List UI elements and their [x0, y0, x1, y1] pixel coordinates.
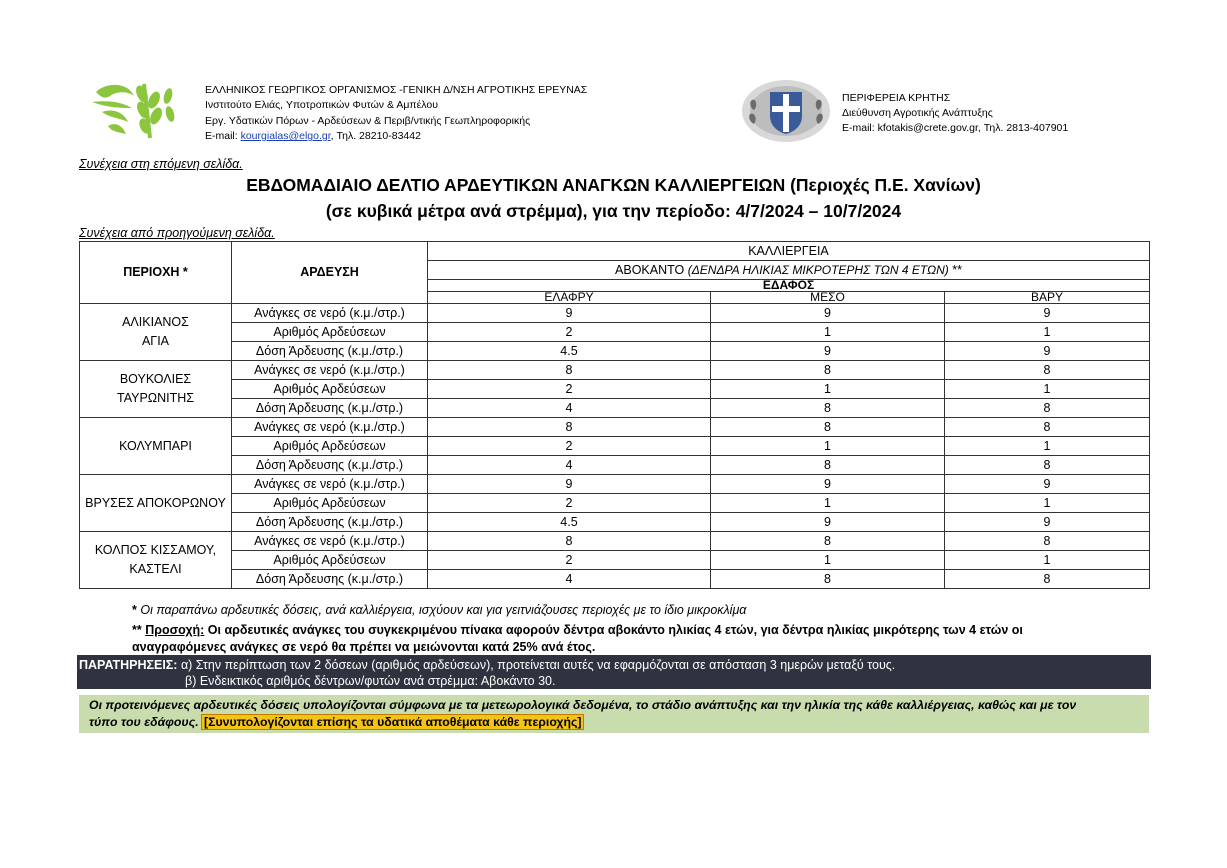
footnote-stars: **	[132, 623, 146, 637]
irrigation-metric-label: Αριθμός Αρδεύσεων	[232, 551, 428, 570]
water-reserves-highlight: [Συνυπολογίζονται επίσης τα υδατικά αποθέματα κάθε περιοχής]	[204, 715, 582, 729]
value-cell-medium-soil: 9	[711, 342, 945, 361]
irrigation-metric-label: Ανάγκες σε νερό (κ.μ./στρ.)	[232, 418, 428, 437]
soil-light-header: ΕΛΑΦΡΥ	[428, 292, 711, 304]
value-cell-light-soil: 4	[428, 456, 711, 475]
irrigation-column-header: ΑΡΔΕΥΣΗ	[232, 242, 428, 304]
page-subtitle: (σε κυβικά μέτρα ανά στρέμμα), για την περίοδο: 4/7/2024 – 10/7/2024	[325, 201, 902, 221]
remarks-line-1	[79, 658, 895, 672]
region-column-header: ΠΕΡΙΟΧΗ *	[80, 242, 232, 304]
table-row	[80, 513, 1150, 532]
region-contact: E-mail: kfotakis@crete.gov.gr, Τηλ. 2813-407901	[842, 122, 1069, 135]
soil-medium-header: ΜΕΣΟ	[711, 292, 945, 304]
region-cell	[80, 304, 232, 361]
value-cell-medium-soil: 8	[711, 570, 945, 589]
value-cell-light-soil: 4.5	[428, 513, 711, 532]
table-row	[80, 323, 1150, 342]
value-cell-heavy-soil: 1	[945, 380, 1150, 399]
value-cell-heavy-soil: 8	[945, 399, 1150, 418]
irrigation-metric-label: Ανάγκες σε νερό (κ.μ./στρ.)	[232, 304, 428, 323]
value-cell-heavy-soil: 1	[945, 494, 1150, 513]
footnote-star: *	[132, 603, 137, 617]
region-cell	[80, 475, 232, 532]
value-cell-medium-soil: 9	[711, 304, 945, 323]
remarks-box	[77, 655, 1151, 689]
value-cell-light-soil: 2	[428, 323, 711, 342]
irrigation-table	[79, 241, 1150, 589]
soil-header: ΕΔΑΦΟΣ	[428, 280, 1150, 292]
footnote-microclimate	[132, 603, 746, 617]
value-cell-light-soil: 9	[428, 304, 711, 323]
value-cell-medium-soil: 8	[711, 532, 945, 551]
region-name-line1: ΒΡΥΣΕΣ ΑΠΟΚΟΡΩΝΟΥ	[85, 495, 226, 510]
value-cell-medium-soil: 1	[711, 551, 945, 570]
irrigation-metric-label: Δόση Άρδευσης (κ.μ./στρ.)	[232, 399, 428, 418]
directorate-name: Διεύθυνση Αγροτικής Ανάπτυξης	[842, 107, 993, 120]
page-title: ΕΒΔΟΜΑΔΙΑΙΟ ΔΕΛΤΙΟ ΑΡΔΕΥΤΙΚΩΝ ΑΝΑΓΚΩΝ ΚΑΛΛΙΕΡΓΕΙΩΝ (Περιοχές Π.Ε. Χανίων)	[246, 175, 981, 195]
region-name-line1: ΒΟΥΚΟΛΙΕΣ	[119, 372, 192, 386]
institute-name: Ινστιτούτο Ελιάς, Υποτροπικών Φυτών & Αμπέλου	[205, 99, 438, 112]
org-name: ΕΛΛΗΝΙΚΟΣ ΓΕΩΡΓΙΚΟΣ ΟΡΓΑΝΙΣΜΟΣ -ΓΕΝΙΚΗ Δ/ΝΣΗ ΑΓΡΟΤΙΚΗΣ ΕΡΕΥΝΑΣ	[205, 84, 588, 96]
region-name-line1: ΚΟΛΠΟΣ ΚΙΣΣΑΜΟΥ,	[94, 543, 217, 557]
value-cell-light-soil: 4	[428, 570, 711, 589]
crop-header-label: ΚΑΛΛΙΕΡΓΕΙΑ	[748, 243, 829, 258]
methodology-text: τύπο του εδάφους.	[89, 715, 203, 729]
value-cell-light-soil: 2	[428, 494, 711, 513]
value-cell-heavy-soil: 8	[945, 532, 1150, 551]
methodology-line-1: Οι προτεινόμενες αρδευτικές δόσεις υπολογίζονται σύμφωνα με τα μετεωρολογικά δεδομένα, το στάδιο ανάπτυξης και την ηλικία της κάθε καλλιέργειας, καθώς και με τον	[89, 698, 1077, 712]
remarks-b: β) Ενδεικτικός αριθμός δέντρων/φυτών ανά στρέμμα: Αβοκάντο 30.	[185, 674, 556, 688]
table-row	[80, 551, 1150, 570]
value-cell-medium-soil: 1	[711, 437, 945, 456]
irrigation-metric-label: Δόση Άρδευσης (κ.μ./στρ.)	[232, 570, 428, 589]
email-link[interactable]: kourgialas@elgo.gr	[240, 130, 331, 143]
crop-column-header	[428, 242, 1150, 261]
irrigation-metric-label: Αριθμός Αρδεύσεων	[232, 437, 428, 456]
lab-name: Εργ. Υδατικών Πόρων - Αρδεύσεων & Περιβ/ντικής Γεωπληροφορικής	[205, 114, 531, 127]
value-cell-heavy-soil: 9	[945, 513, 1150, 532]
region-name-line1: ΚΟΛΥΜΠΑΡΙ	[119, 438, 192, 453]
table-row	[80, 380, 1150, 399]
remarks-a: α) Στην περίπτωση των 2 δόσεων (αριθμός αρδεύσεων), προτείνεται αυτές να εφαρμόζονται σε απόσταση 3 ημερών μεταξύ τους.	[177, 658, 896, 672]
footnote-attention	[132, 622, 1092, 656]
region-name-line2: ΑΓΙΑ	[141, 334, 170, 348]
crop-stars: **	[948, 262, 962, 277]
table-row	[80, 399, 1150, 418]
attention-label: Προσοχή:	[145, 623, 205, 637]
region-cell	[80, 361, 232, 418]
phone-text: , Τηλ. 28210-83442	[330, 130, 421, 143]
region-name-line2: ΤΑΥΡΩΝΙΤΗΣ	[116, 391, 195, 405]
value-cell-medium-soil: 9	[711, 513, 945, 532]
value-cell-light-soil: 2	[428, 380, 711, 399]
table-row	[80, 304, 1150, 323]
irrigation-metric-label: Αριθμός Αρδεύσεων	[232, 380, 428, 399]
value-cell-medium-soil: 1	[711, 494, 945, 513]
table-row	[80, 532, 1150, 551]
value-cell-light-soil: 4	[428, 399, 711, 418]
elgo-logo	[88, 78, 184, 142]
table-row	[80, 456, 1150, 475]
region-name-line1: ΑΛΙΚΙΑΝΟΣ	[122, 315, 189, 329]
value-cell-light-soil: 8	[428, 361, 711, 380]
value-cell-light-soil: 8	[428, 418, 711, 437]
table-row	[80, 342, 1150, 361]
region-name-line2: ΚΑΣΤΕΛΙ	[129, 562, 182, 576]
value-cell-medium-soil: 8	[711, 399, 945, 418]
table-row	[80, 437, 1150, 456]
table-row	[80, 418, 1150, 437]
continue-next-note: Συνέχεια στη επόμενη σελίδα.	[79, 157, 243, 171]
crop-age-note: (ΔΕΝΔΡΑ ΗΛΙΚΙΑΣ ΜΙΚΡΟΤΕΡΗΣ ΤΩΝ 4 ΕΤΩΝ)	[687, 262, 949, 277]
methodology-line-2	[89, 715, 583, 729]
contact-line	[205, 129, 587, 144]
value-cell-medium-soil: 8	[711, 418, 945, 437]
table-row	[80, 475, 1150, 494]
irrigation-metric-label: Ανάγκες σε νερό (κ.μ./στρ.)	[232, 475, 428, 494]
value-cell-heavy-soil: 9	[945, 342, 1150, 361]
value-cell-heavy-soil: 8	[945, 418, 1150, 437]
methodology-box	[79, 695, 1149, 733]
value-cell-light-soil: 2	[428, 437, 711, 456]
table-row	[80, 570, 1150, 589]
irrigation-metric-label: Ανάγκες σε νερό (κ.μ./στρ.)	[232, 361, 428, 380]
value-cell-light-soil: 9	[428, 475, 711, 494]
irrigation-metric-label: Αριθμός Αρδεύσεων	[232, 494, 428, 513]
footnote-text: Οι παραπάνω αρδευτικές δόσεις, ανά καλλιέργεια, ισχύουν και για γειτνιάζουσες περιοχές με το ίδιο μικροκλίμα	[136, 603, 747, 617]
crop-name: ΑΒΟΚΑΝΤΟ	[615, 262, 685, 277]
irrigation-metric-label: Δόση Άρδευσης (κ.μ./στρ.)	[232, 456, 428, 475]
value-cell-light-soil: 8	[428, 532, 711, 551]
soil-heavy-header: ΒΑΡΥ	[945, 292, 1150, 304]
region-cell	[80, 532, 232, 589]
table-header-row	[80, 242, 1150, 261]
value-cell-heavy-soil: 8	[945, 361, 1150, 380]
value-cell-heavy-soil: 1	[945, 323, 1150, 342]
email-label: E-mail:	[205, 130, 241, 143]
attention-text: Οι αρδευτικές ανάγκες του συγκεκριμένου πίνακα αφορούν δέντρα αβοκάντο ηλικίας 4 ετών, για δέντρα ηλικίας μικρότερης των 4 ετών οι αναγραφόμενες ανάγκες σε νερό θα πρέπει να μειώνονται κατά 25% ανά έτος.	[132, 623, 1023, 654]
value-cell-medium-soil: 8	[711, 361, 945, 380]
irrigation-metric-label: Ανάγκες σε νερό (κ.μ./στρ.)	[232, 532, 428, 551]
value-cell-light-soil: 4.5	[428, 342, 711, 361]
value-cell-heavy-soil: 9	[945, 304, 1150, 323]
header-left-text	[205, 83, 587, 145]
remarks-label: ΠΑΡΑΤΗΡΗΣΕΙΣ:	[79, 658, 178, 672]
crop-name-cell	[428, 261, 1150, 280]
value-cell-medium-soil: 1	[711, 323, 945, 342]
irrigation-metric-label: Αριθμός Αρδεύσεων	[232, 323, 428, 342]
table-row	[80, 361, 1150, 380]
value-cell-heavy-soil: 1	[945, 437, 1150, 456]
greek-emblem-logo	[740, 78, 832, 144]
value-cell-medium-soil: 8	[711, 456, 945, 475]
value-cell-heavy-soil: 8	[945, 456, 1150, 475]
table-row	[80, 494, 1150, 513]
continue-prev-note: Συνέχεια από προηγούμενη σελίδα.	[79, 226, 275, 240]
value-cell-heavy-soil: 8	[945, 570, 1150, 589]
value-cell-heavy-soil: 1	[945, 551, 1150, 570]
value-cell-light-soil: 2	[428, 551, 711, 570]
region-name: ΠΕΡΙΦΕΡΕΙΑ ΚΡΗΤΗΣ	[842, 92, 951, 104]
irrigation-metric-label: Δόση Άρδευσης (κ.μ./στρ.)	[232, 342, 428, 361]
irrigation-metric-label: Δόση Άρδευσης (κ.μ./στρ.)	[232, 513, 428, 532]
value-cell-medium-soil: 1	[711, 380, 945, 399]
value-cell-heavy-soil: 9	[945, 475, 1150, 494]
region-cell	[80, 418, 232, 475]
header-right-text	[842, 91, 1068, 137]
value-cell-medium-soil: 9	[711, 475, 945, 494]
